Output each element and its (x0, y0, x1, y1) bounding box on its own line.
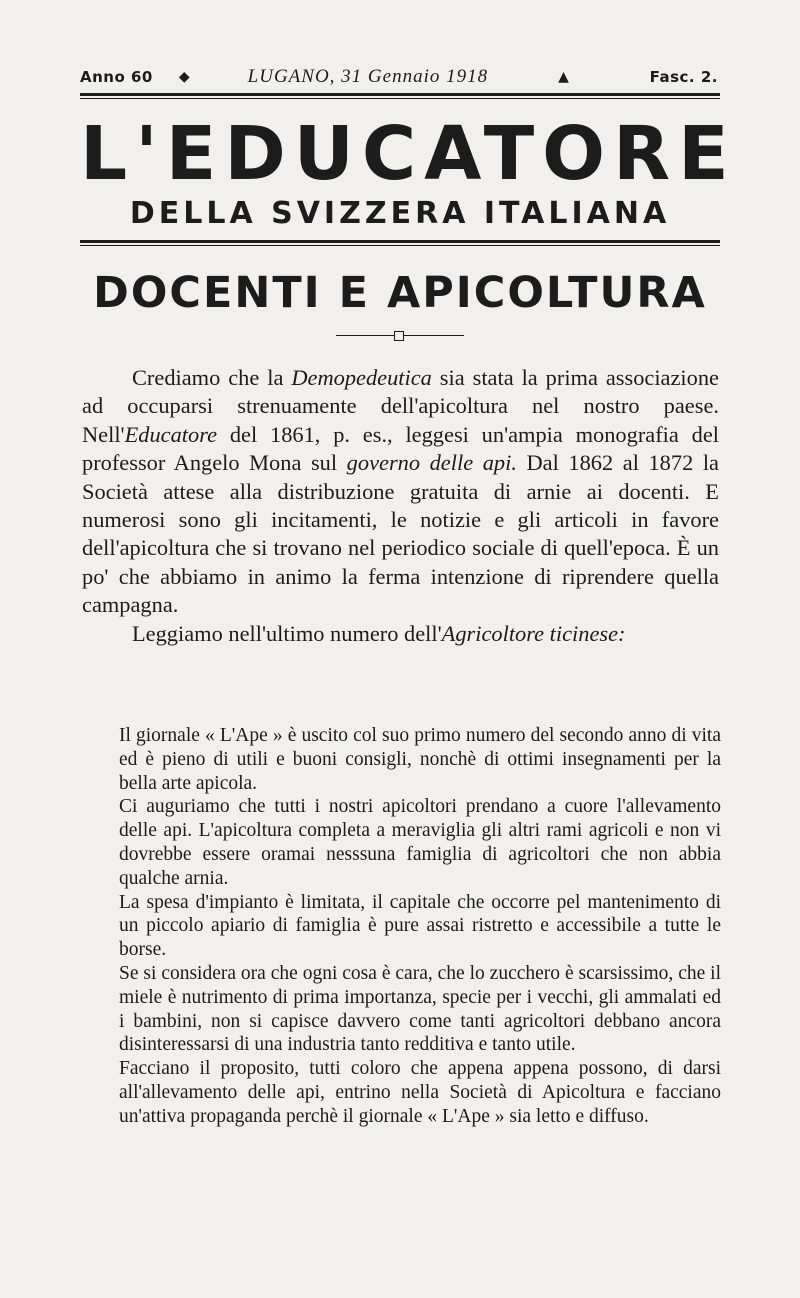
volume-number: Anno 60 (80, 68, 153, 86)
diamond-ornament-icon: ◆ (178, 69, 190, 85)
article-title: DOCENTI E APICOLTURA (93, 268, 707, 318)
issue-number: Fasc. 2. (649, 68, 718, 86)
quote-paragraph-4: Se si considera ora che ogni cosa è cara, che lo zucchero è scarsissimo, che il miele è nutrimento di prima importanza, specie per i vecchi, gli ammalati ed i bambini, non si capisce davvero come tanti agricoltori debbano ancora disinteressarsi di una industria tanto redditiva e tanto utile. (119, 962, 721, 1056)
header-rule (80, 93, 720, 99)
quote-paragraph-1: Il giornale « L'Ape » è uscito col suo primo numero del secondo anno di vita ed è pieno di utili e buoni consigli, nonchè di ottimi insegnamenti per la bella arte apicola. (119, 725, 721, 794)
journal-subtitle: DELLA SVIZZERA ITALIANA (129, 196, 671, 231)
title-divider (336, 330, 464, 342)
quote-paragraph-5: Facciano il proposito, tutti coloro che appena appena possono, di darsi all'allevamento delle api, entrino nella Società di Apicoltura e facciano un'attiva propaganda perchè il giornale « L'Ape » sia letto e diffuso. (119, 1058, 721, 1127)
journal-title: L'EDUCATORE (80, 111, 737, 197)
square-ornament-icon (394, 331, 404, 341)
issue-header (80, 66, 718, 88)
quote-paragraph-3: La spesa d'impianto è limitata, il capitale che occorre pel mantenimento di un piccolo apiario di famiglia è pure assai ristretto e accessibile a tutte le borse. (119, 891, 721, 961)
place-date: LUGANO, 31 Gennaio 1918 (247, 66, 489, 87)
quote-paragraph-2: Ci auguriamo che tutti i nostri apicoltori prendano a cuore l'allevamento delle api. L'apicoltura completa a meraviglia gli altri rami agricoli e non vi dovrebbe essere oramai nesssuna famiglia di agricoltori che non abbia qualche arnia. (119, 796, 721, 889)
paragraph-2: Leggiamo nell'ultimo numero dell'Agricoltore ticinese: (132, 620, 626, 646)
article-body (82, 364, 719, 648)
paragraph-1: Crediamo che la Demopedeutica sia stata la prima associazione ad occuparsi strenuamente dell'apicoltura nel nostro paese. Nell'Educatore del 1861, p. es., leggesi un'ampia monografia del professor Angelo Mona sul governo delle api. Dal 1862 al 1872 la Società attese alla distribuzione gratuita di arnie ai docenti. E numerosi sono gli incitamenti, le notizie e gli articoli in favore dell'apicoltura che si trovano nel periodico sociale di quell'epoca. È un po' che abbiamo in animo la ferma intenzione di riprendere quella campagna. (82, 365, 719, 618)
quoted-excerpt (119, 724, 721, 1129)
masthead-rule (80, 240, 720, 246)
triangle-ornament-icon: ▲ (558, 69, 569, 85)
